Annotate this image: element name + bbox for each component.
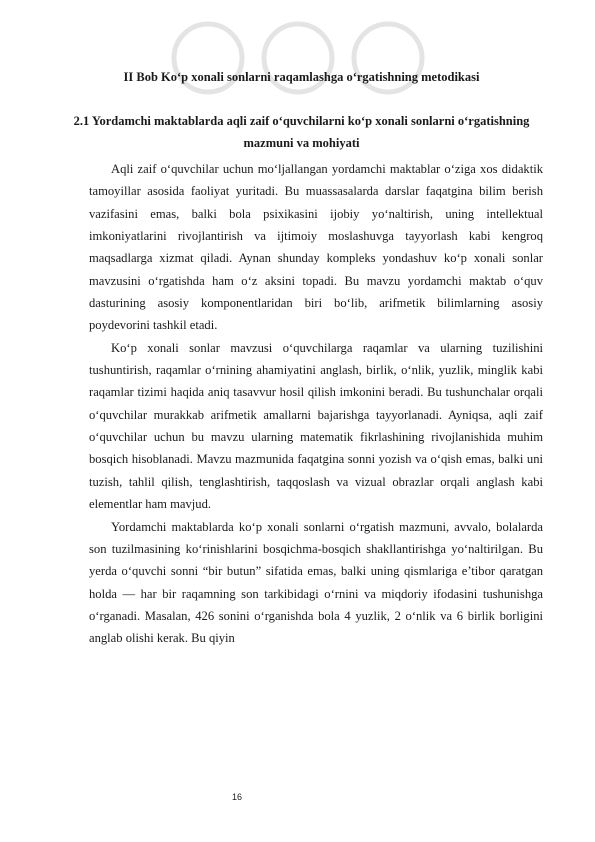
page-number: 16 (232, 792, 243, 802)
chapter-title: II Bob Ko‘p xonali sonlarni raqamlashga o‘rgatishning metodikasi (123, 70, 480, 84)
body-text (89, 158, 543, 650)
paragraph: Ko‘p xonali sonlar mavzusi o‘quvchilarga raqamlar va ularning tuzilishini tushuntirish, raqamlar o‘rnining ahamiyatini anglash, birlik, o‘nlik, yuzlik, minglik kabi raqamlar tizimi haqida aniq tasavvur hosil qilish imkonini beradi. Bu tushunchalar orqali o‘quvchilar murakkab arifmetik amallarni bajarishga tayyorlanadi. Ayniqsa, aqli zaif o‘quvchilar uchun bu mavzu ularning matematik fikrlashining rivojlanishida muhim bosqich hisoblanadi. Mavzu mazmunida faqatgina sonni yozish va o‘qish emas, balki uni tuzish, tahlil qilish, tenglashtirish, taqqoslash va vizual obrazlar orqali anglash kabi elementlar ham mavjud. (89, 340, 543, 512)
paragraph: Yordamchi maktablarda ko‘p xonali sonlarni o‘rgatish mazmuni, avvalo, bolalarda son tuzilmasining ko‘rinishlarini bosqichma-bosqich shakllantirishga yo‘naltirilgan. Bu yerda o‘quvchi sonni “bir butun” sifatida emas, balki uning qismlariga e’tibor qaratgan holda — har bir raqamning son tarkibidagi o‘rnini va miqdoriy ifodasini tushunishga o‘rganadi. Masalan, 426 sonini o‘rganishda bola 4 yuzlik, 2 o‘nlik va 6 birlik borligini anglab olishi kerak. Bu qiyin (89, 519, 543, 646)
watermark-logo (148, 0, 448, 120)
section-title: 2.1 Yordamchi maktablarda aqli zaif o‘quvchilarni ko‘p xonali sonlarni o‘rgatishning mazmuni va mohiyati (73, 114, 530, 150)
paragraph: Aqli zaif o‘quvchilar uchun mo‘ljallangan yordamchi maktablar o‘ziga xos didaktik tamoyillar asosida faoliyat yuritadi. Bu muassasalarda darslar faqatgina bilim berish vazifasini emas, balki bola psixikasini ijobiy yo‘naltirish, uning intellektual imkoniyatlarini rivojlantirish va ijtimoiy moslashuvga tayyorlash kabi kengroq maqsadlarga xizmat qiladi. Aynan shunday kompleks yondashuv ko‘p xonali sonlar mavzusini o‘rgatishda ham o‘z aksini topadi. Bu mavzu yordamchi maktab o‘quv dasturining asosiy komponentlaridan biri bo‘lib, arifmetik bilimlarning asosiy poydevorini tashkil etadi. (89, 162, 543, 333)
